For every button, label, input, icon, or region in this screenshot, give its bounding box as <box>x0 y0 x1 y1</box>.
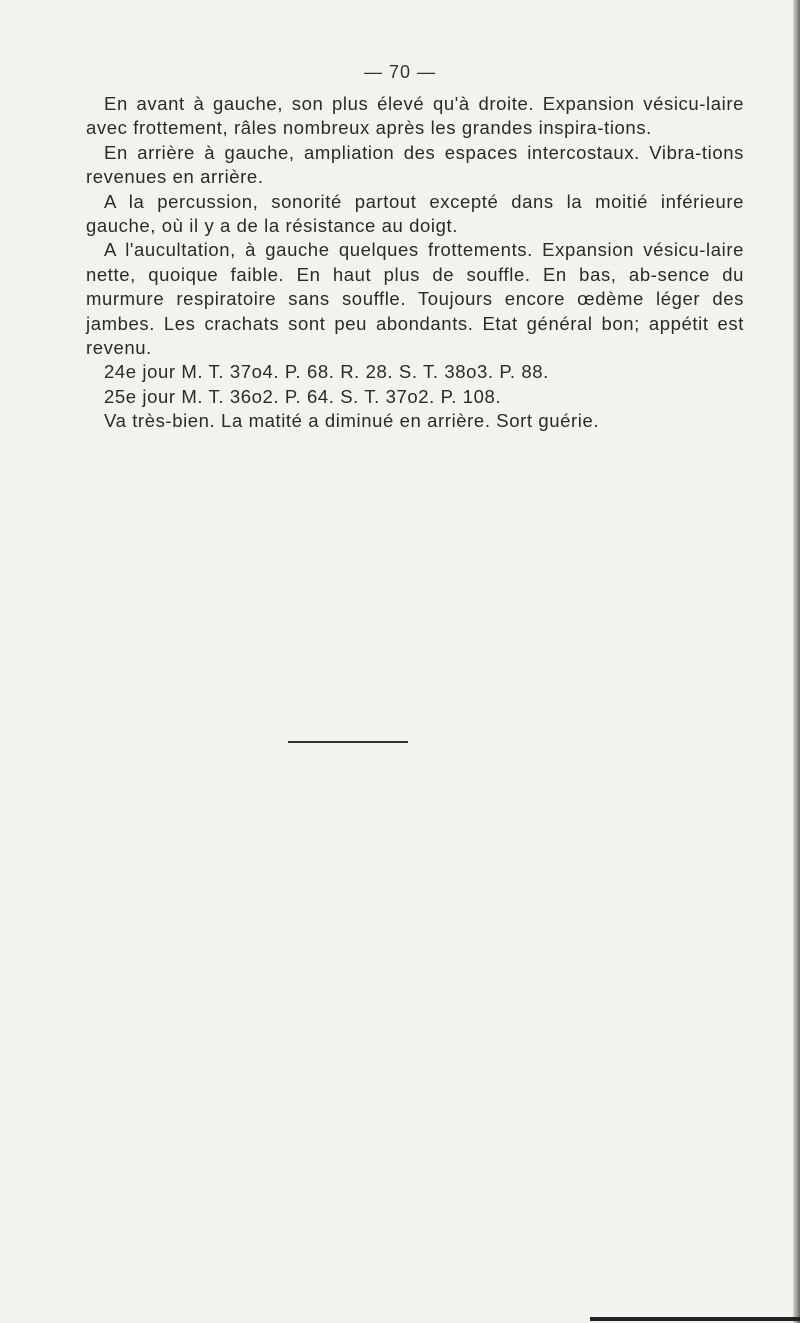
page-edge <box>793 0 800 1323</box>
body-text <box>86 92 744 434</box>
page-edge-bottom <box>590 1317 800 1321</box>
paragraph: En avant à gauche, son plus élevé qu'à droite. Expansion vésicu-laire avec frottement, râles nombreux après les grandes inspira-tions. <box>86 93 744 139</box>
page-number: — 70 — <box>363 62 437 82</box>
paragraph: A l'aucultation, à gauche quelques frottements. Expansion vésicu-laire nette, quoique faible. En haut plus de souffle. En bas, ab-sence du murmure respiratoire sans souffle. Toujours encore œdème léger des jambes. Les crachats sont peu abondants. Etat général bon; appétit est revenu. <box>86 239 744 359</box>
paragraph: Va très-bien. La matité a diminué en arrière. Sort guérie. <box>104 410 600 432</box>
paragraph: En arrière à gauche, ampliation des espaces intercostaux. Vibra-tions revenues en arrière. <box>86 141 744 188</box>
paragraph: 25e jour M. T. 36o2. P. 64. S. T. 37o2. P. 108. <box>104 385 502 407</box>
footnote-rule <box>288 741 408 743</box>
paragraph: 24e jour M. T. 37o4. P. 68. R. 28. S. T. 38o3. P. 88. <box>104 361 549 383</box>
paragraph: A la percussion, sonorité partout excepté dans la moitié inférieure gauche, où il y a de la résistance au doigt. <box>86 190 744 237</box>
